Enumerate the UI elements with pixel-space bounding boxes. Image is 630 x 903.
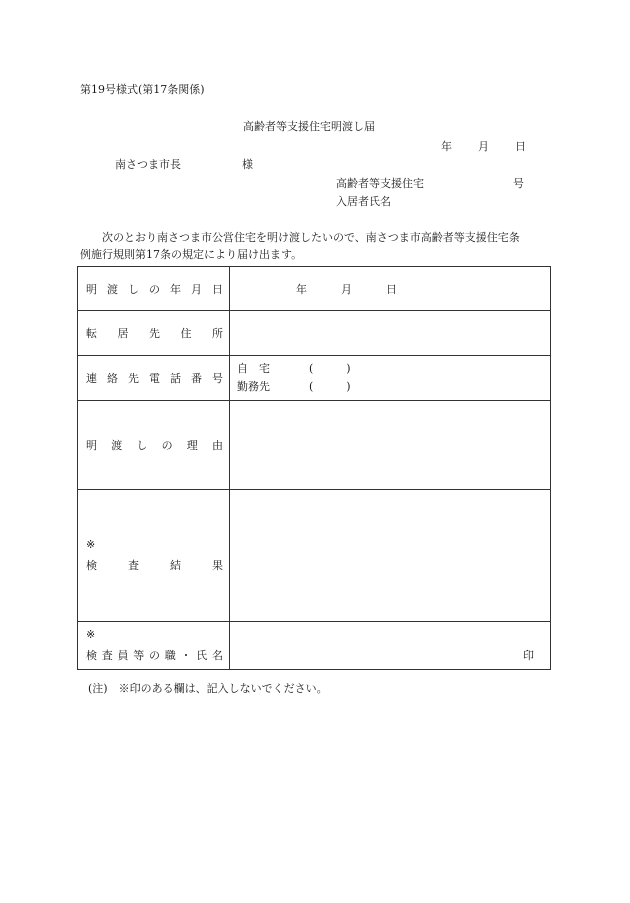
footnote: (注) ※印のある欄は、記入しないでください。 — [88, 682, 328, 695]
reason-field[interactable] — [230, 401, 551, 490]
form-number: 第19号様式(第17条関係) — [80, 83, 205, 96]
label-char: 電 — [149, 372, 160, 385]
vacate-day: 日 — [386, 282, 397, 296]
label-char: 所 — [212, 327, 223, 340]
addressee: 南さつま市長 — [115, 158, 181, 171]
label-char: 由 — [211, 439, 223, 452]
new-address-field[interactable] — [230, 311, 551, 356]
label-char: 転 — [86, 327, 97, 340]
addressee-honorific: 様 — [242, 158, 253, 171]
new-address-label — [78, 311, 230, 356]
label-char: 査 — [101, 649, 113, 662]
label-char: 明 — [86, 282, 97, 296]
label-char: 検 — [86, 649, 97, 662]
label-char: 連 — [86, 372, 97, 385]
form-title: 高齢者等支援住宅明渡し届 — [243, 120, 375, 133]
phone-label — [78, 356, 230, 401]
label-char: 査 — [128, 559, 139, 572]
label-char: 結 — [170, 559, 181, 572]
label-char: の — [149, 282, 160, 296]
body-line-2: 例施行規則第17条の規定により届け出ます。 — [80, 248, 303, 261]
label-char: 月 — [191, 282, 202, 296]
inspector-field — [230, 622, 551, 670]
row-reason — [78, 401, 551, 490]
inspection-result-field — [230, 490, 551, 622]
label-char: 員 — [117, 649, 129, 662]
label-char: 年 — [170, 282, 181, 296]
body-text — [80, 229, 554, 263]
body-line-1: 次のとおり南さつま市公営住宅を明け渡したいので、南さつま市高齢者等支援住宅条 — [102, 231, 520, 244]
label-char: の — [149, 649, 160, 662]
label-char: 明 — [86, 439, 97, 452]
row-new-address — [78, 311, 551, 356]
vacate-date-field[interactable] — [230, 267, 551, 311]
label-char: 名 — [212, 649, 223, 662]
row-vacate-date — [78, 267, 551, 311]
label-char: 理 — [186, 439, 198, 452]
inspector-label — [78, 622, 230, 670]
row-phone — [78, 356, 551, 401]
label-char: 居 — [117, 327, 129, 340]
date-day: 日 — [515, 140, 526, 153]
seal-mark: 印 — [523, 649, 534, 662]
label-char: 話 — [170, 372, 181, 385]
label-char: 果 — [212, 559, 223, 572]
label-char: 絡 — [107, 372, 118, 385]
date-year: 年 — [441, 140, 452, 153]
resident-name-label: 入居者氏名 — [336, 195, 391, 208]
row-inspection-result — [78, 490, 551, 622]
vacate-date-label — [78, 267, 230, 311]
label-char: 等 — [133, 649, 145, 662]
home-phone-paren: ( ) — [309, 362, 351, 375]
label-char: 検 — [86, 559, 97, 572]
home-phone-label: 自 宅 — [237, 362, 270, 375]
work-phone-paren: ( ) — [309, 380, 351, 393]
label-char: 住 — [180, 327, 192, 340]
label-char: 日 — [212, 282, 223, 296]
label-char: 渡 — [111, 439, 123, 452]
vacate-month: 月 — [341, 282, 352, 296]
label-char: 職 — [164, 649, 176, 662]
row-inspector — [78, 622, 551, 670]
inspection-label — [78, 490, 230, 622]
label-char: の — [161, 439, 173, 452]
label-char: 氏 — [196, 649, 208, 662]
note-mark: ※ — [86, 538, 96, 551]
label-char: し — [128, 282, 139, 296]
date-month: 月 — [478, 140, 489, 153]
label-char: 号 — [212, 372, 223, 385]
vacate-year: 年 — [296, 282, 307, 296]
form-table — [77, 266, 551, 670]
label-char: 先 — [149, 327, 160, 340]
label-char: 渡 — [107, 282, 118, 296]
housing-number-suffix: 号 — [513, 177, 524, 190]
label-char: し — [136, 439, 148, 452]
housing-label: 高齢者等支援住宅 — [336, 177, 424, 190]
label-char: ・ — [180, 649, 192, 662]
work-phone-label: 勤務先 — [237, 380, 270, 393]
note-mark: ※ — [86, 628, 96, 641]
label-char: 番 — [191, 372, 202, 385]
reason-label — [78, 401, 230, 490]
phone-field[interactable] — [230, 356, 551, 401]
label-char: 先 — [128, 372, 139, 385]
submission-date — [441, 138, 526, 154]
